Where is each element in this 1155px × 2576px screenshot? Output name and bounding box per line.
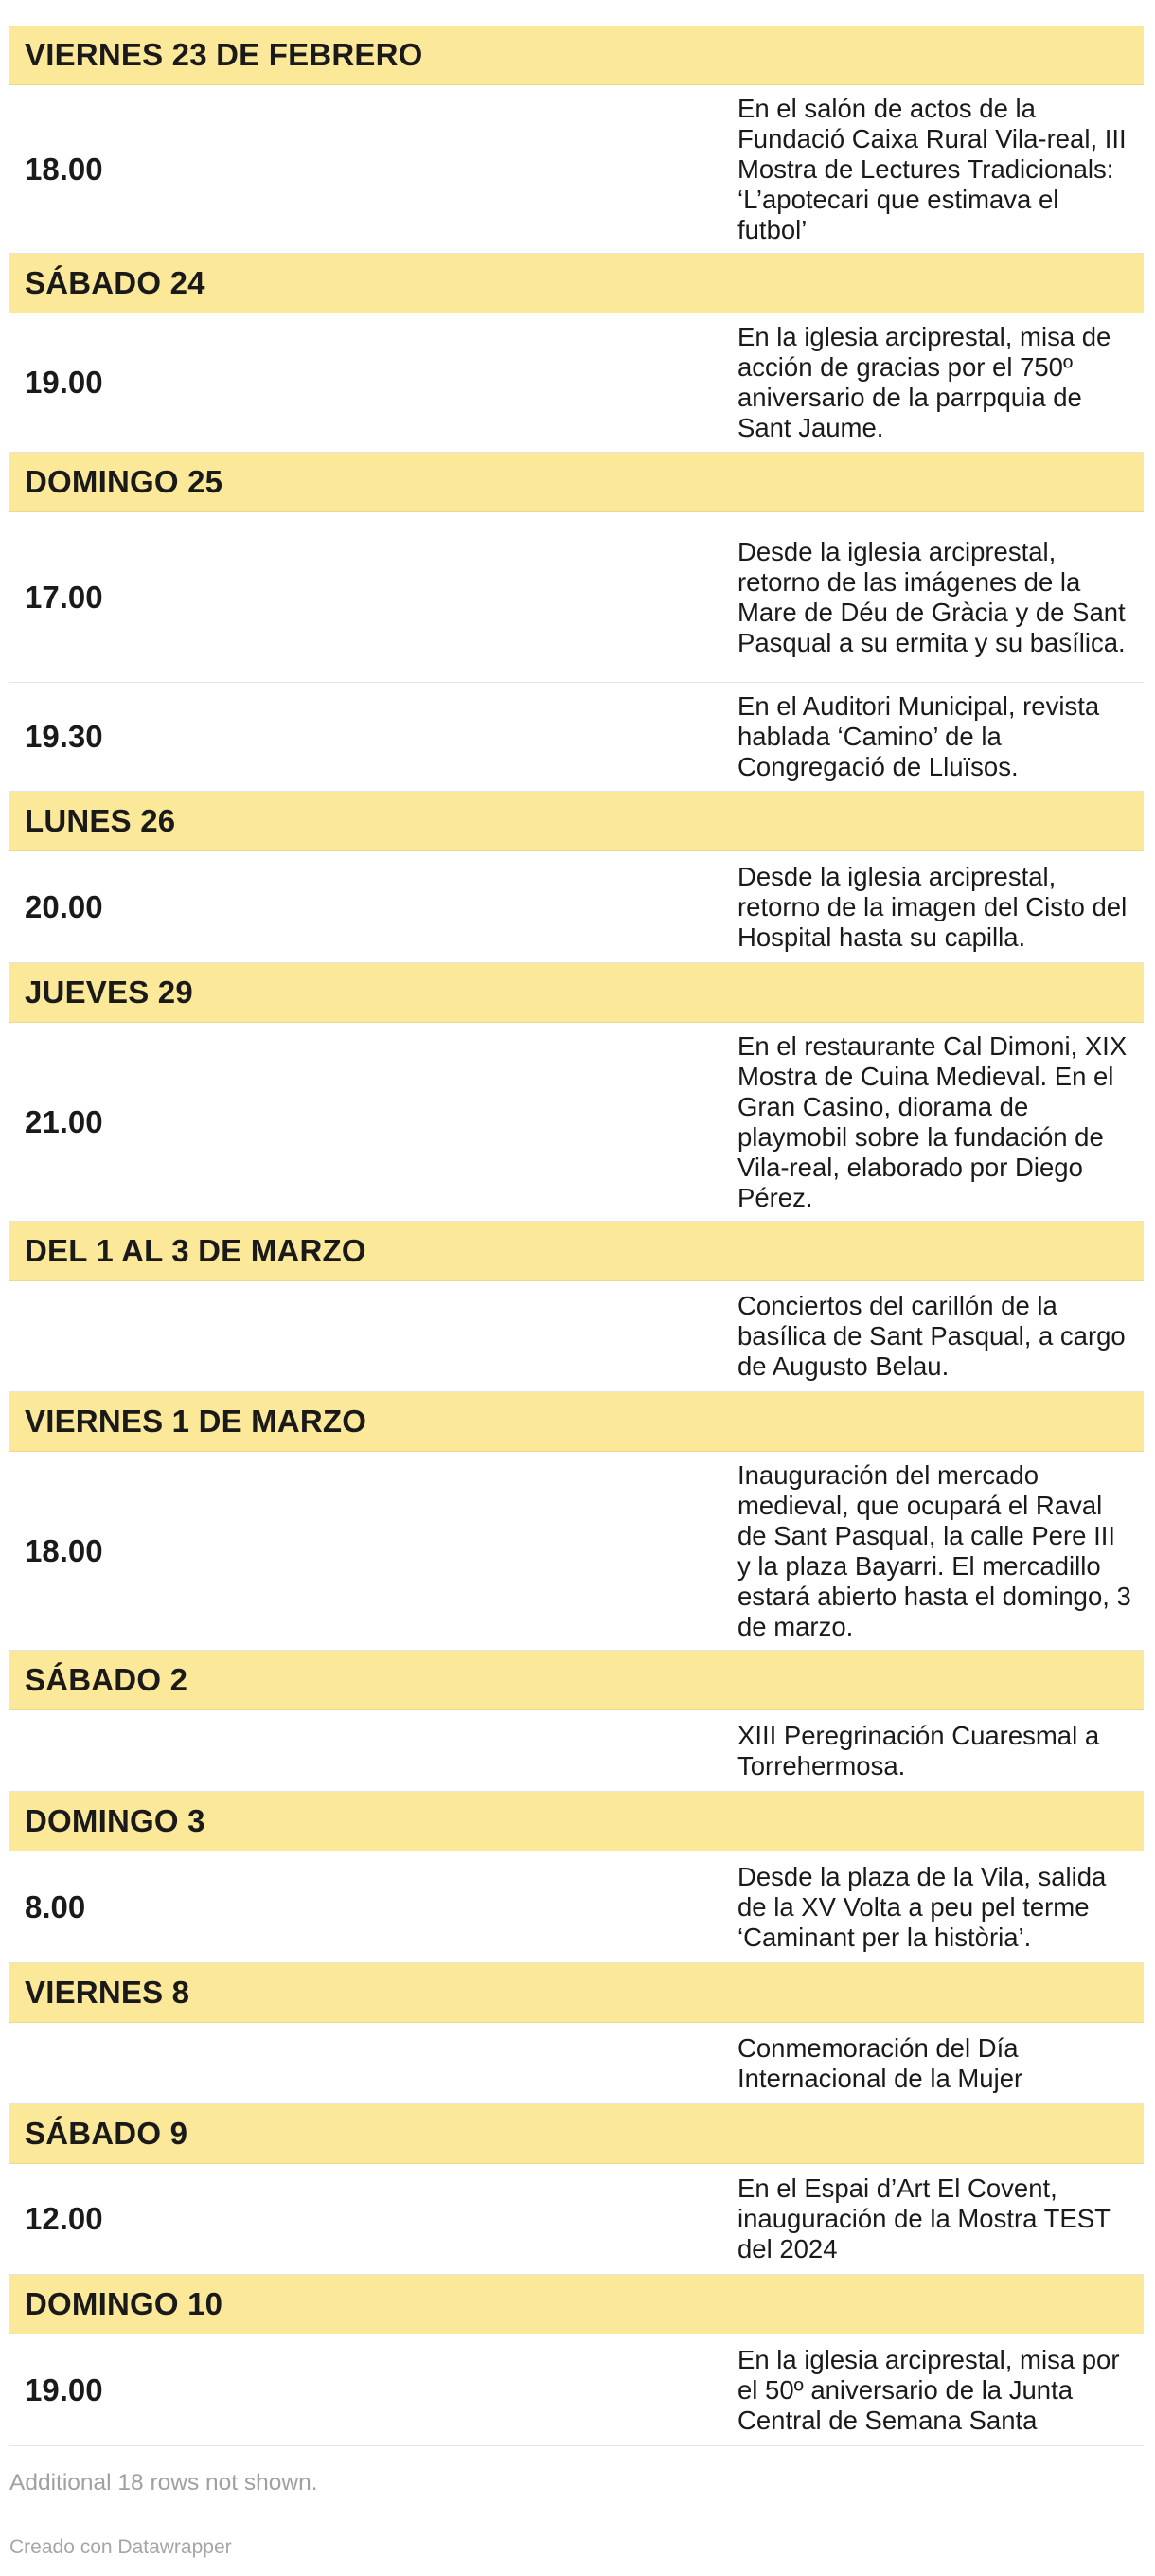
day-header-row: [9, 1792, 1144, 1852]
day-header-row: [9, 1651, 1144, 1710]
event-description: En el restaurante Cal Dimoni, XIX Mostra de Cuina Medieval. En el Gran Casino, diorama de playmobil sobre la fundación de Vila-real, elaborado por Diego Pérez.: [737, 1030, 1128, 1212]
event-row: [9, 1281, 1144, 1392]
event-row: [9, 2023, 1144, 2104]
event-description: Inauguración del mercado medieval, que ocupará el Raval de Sant Pasqual, la calle Pere III y la plaza Bayarri. El mercadillo estará abierto hasta el domingo, 3 de marzo.: [737, 1459, 1131, 1641]
day-header-row: [9, 963, 1144, 1023]
event-time: 20.00: [25, 888, 103, 924]
day-header-row: [9, 2104, 1144, 2164]
day-header-row: [9, 1222, 1144, 1281]
day-header-row: [9, 254, 1144, 313]
event-row: [9, 683, 1144, 792]
event-time: 19.00: [25, 2371, 103, 2407]
event-description: En el Espai d’Art El Covent, inauguración de la Mostra TEST del 2024: [737, 2174, 1111, 2263]
day-label: VIERNES 8: [25, 1975, 190, 2010]
event-row: [9, 85, 1144, 254]
event-row: [9, 851, 1144, 963]
event-description: Conciertos del carillón de la basílica de Sant Pasqual, a cargo de Augusto Belau.: [737, 1291, 1126, 1381]
day-header-row: [9, 1963, 1144, 2023]
day-label: SÁBADO 9: [25, 2116, 188, 2151]
event-description: Conmemoración del Día Internacional de la Mujer: [737, 2032, 1023, 2093]
event-time: 18.00: [25, 1532, 103, 1568]
schedule-table: [9, 26, 1144, 2446]
day-label: DOMINGO 10: [25, 2286, 223, 2321]
event-row: [9, 1452, 1144, 1651]
day-label: DOMINGO 3: [25, 1803, 205, 1838]
event-row: [9, 1852, 1144, 1963]
day-header-row: [9, 1392, 1144, 1452]
event-description: En la iglesia arciprestal, misa de acción de gracias por el 750º aniversario de la parrpquia de Sant Jaume.: [737, 322, 1111, 442]
day-header-row: [9, 2275, 1144, 2334]
event-description: Desde la iglesia arciprestal, retorno de las imágenes de la Mare de Déu de Gràcia y de Sant Pasqual a su ermita y su basílica.: [737, 536, 1126, 657]
event-description: En el salón de actos de la Fundació Caixa Rural Vila-real, III Mostra de Lectures Tradicionals: ‘L’apotecari que estimava el futbol’: [737, 93, 1127, 244]
day-label: VIERNES 23 DE FEBRERO: [25, 37, 423, 72]
event-row: [9, 1023, 1144, 1222]
event-time: 12.00: [25, 2201, 103, 2236]
event-row: [9, 2164, 1144, 2275]
event-time: 8.00: [25, 1888, 86, 1924]
day-label: JUEVES 29: [25, 975, 193, 1010]
day-header-row: [9, 26, 1144, 85]
event-description: En el Auditori Municipal, revista hablada ‘Camino’ de la Congregació de Lluïsos.: [737, 691, 1100, 781]
day-label: VIERNES 1 DE MARZO: [25, 1404, 367, 1439]
day-label: DOMINGO 25: [25, 464, 223, 499]
event-row: [9, 512, 1144, 683]
event-row: [9, 313, 1144, 453]
day-label: LUNES 26: [25, 803, 176, 838]
event-time: 18.00: [25, 151, 103, 187]
event-time: 19.00: [25, 365, 103, 400]
day-header-row: [9, 453, 1144, 512]
event-description: En la iglesia arciprestal, misa por el 50º aniversario de la Junta Central de Semana Santa: [737, 2344, 1120, 2435]
event-time: 21.00: [25, 1103, 103, 1139]
event-row: [9, 1710, 1144, 1792]
datawrapper-credit: Creado con Datawrapper: [9, 2536, 232, 2558]
day-header-row: [9, 792, 1144, 851]
event-description: Desde la iglesia arciprestal, retorno de la imagen del Cisto del Hospital hasta su capilla.: [737, 861, 1128, 952]
event-time: 17.00: [25, 579, 103, 615]
event-row: [9, 2334, 1144, 2446]
day-label: SÁBADO 2: [25, 1662, 188, 1697]
rows-not-shown-note: Additional 18 rows not shown.: [9, 2470, 318, 2496]
day-label: SÁBADO 24: [25, 265, 205, 300]
event-time: 19.30: [25, 719, 103, 754]
day-label: DEL 1 AL 3 DE MARZO: [25, 1233, 366, 1268]
event-description: XIII Peregrinación Cuaresmal a Torrehermosa.: [737, 1720, 1100, 1780]
event-description: Desde la plaza de la Vila, salida de la XV Volta a peu pel terme ‘Caminant per la història’.: [737, 1861, 1107, 1952]
